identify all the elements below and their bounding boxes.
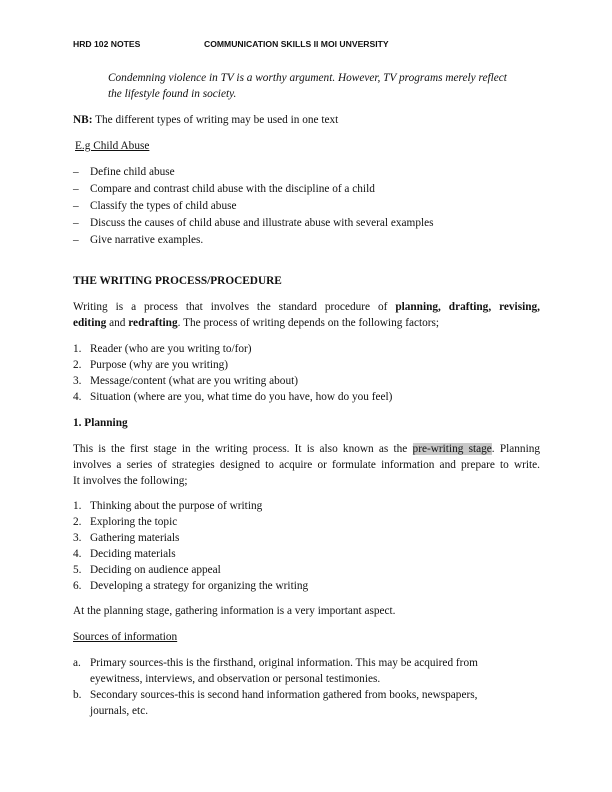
list-marker: 2. — [73, 516, 82, 528]
quote-line: the lifestyle found in society. — [108, 88, 237, 100]
planning-para-line: involves a series of strategies designed to acquire or formulate information and prepare to write. — [73, 459, 540, 471]
list-item — [73, 199, 237, 213]
list-item — [73, 390, 392, 404]
header-title: COMMUNICATION SKILLS II MOI UNVERSITY — [204, 39, 389, 49]
list-marker: a. — [73, 657, 81, 669]
list-marker: 4. — [73, 548, 82, 560]
sources-title: Sources of information — [73, 631, 178, 643]
list-item-text: Deciding on audience appeal — [90, 564, 221, 576]
list-marker: 1. — [73, 343, 82, 355]
intro-line — [73, 300, 540, 314]
list-marker: 3. — [73, 532, 82, 544]
nb-text: The different types of writing may be used in one text — [92, 114, 339, 126]
list-item-text: Situation (where are you, what time do you have, how do you feel) — [90, 391, 393, 403]
list-item-text: Primary sources-this is the firsthand, original information. This may be acquired from — [90, 657, 478, 669]
list-item-text: eyewitness, interviews, and observation or personal testimonies. — [90, 673, 381, 685]
list-item — [73, 216, 434, 230]
list-item-text: Give narrative examples. — [90, 234, 204, 246]
list-marker: 3. — [73, 375, 82, 387]
list-item-text: Compare and contrast child abuse with the discipline of a child — [90, 183, 375, 195]
header-course: HRD 102 NOTES — [73, 39, 141, 49]
planning-para-line: It involves the following; — [73, 475, 188, 487]
list-item-text: Gathering materials — [90, 532, 180, 544]
intro-text: Writing is a process that involves the standard procedure of — [73, 301, 396, 313]
list-item — [73, 579, 308, 593]
list-marker: – — [73, 234, 79, 246]
list-item-text: Discuss the causes of child abuse and illustrate abuse with several examples — [90, 217, 434, 229]
list-item — [73, 233, 203, 247]
list-item — [73, 182, 375, 196]
list-item-text: Reader (who are you writing to/for) — [90, 343, 252, 355]
list-marker: 6. — [73, 580, 82, 592]
list-item — [73, 358, 228, 372]
list-item — [73, 531, 179, 545]
example-title: E.g Child Abuse — [75, 140, 150, 152]
list-marker: b. — [73, 689, 82, 701]
list-marker: – — [73, 183, 79, 195]
list-item-text: Purpose (why are you writing) — [90, 359, 229, 371]
source-item-line — [73, 656, 478, 670]
list-marker: 2. — [73, 359, 82, 371]
planning-para-line — [73, 442, 540, 456]
nb-note — [73, 113, 338, 127]
list-marker: – — [73, 200, 79, 212]
planning-note: At the planning stage, gathering information is a very important aspect. — [73, 605, 396, 617]
intro-text: and — [106, 317, 129, 329]
list-item — [73, 374, 298, 388]
list-item-text: Message/content (what are you writing about) — [90, 375, 298, 387]
list-marker: – — [73, 166, 79, 178]
list-item-text: Classify the types of child abuse — [90, 200, 237, 212]
source-item-line — [73, 688, 477, 702]
highlighted-term: pre-writing stage — [412, 443, 492, 455]
intro-text: . The process of writing depends on the following factors; — [177, 317, 440, 329]
list-item — [73, 547, 176, 561]
list-item-text: journals, etc. — [90, 705, 149, 717]
list-item — [73, 499, 262, 513]
source-item-line — [73, 704, 148, 718]
list-item-text: Thinking about the purpose of writing — [90, 500, 263, 512]
list-item-text: Secondary sources-this is second hand information gathered from books, newspapers, — [90, 689, 478, 701]
list-marker: 1. — [73, 500, 82, 512]
list-item-text: Define child abuse — [90, 166, 175, 178]
source-item-line — [73, 672, 380, 686]
planning-text: This is the first stage in the writing process. It is also known as the — [73, 443, 413, 455]
intro-line — [73, 316, 439, 330]
list-marker: 4. — [73, 391, 82, 403]
list-item — [73, 165, 175, 179]
intro-bold: editing — [73, 317, 107, 329]
list-item — [73, 342, 252, 356]
list-item-text: Developing a strategy for organizing the writing — [90, 580, 309, 592]
nb-label: NB: — [73, 114, 93, 126]
list-item — [73, 563, 221, 577]
list-item-text: Deciding materials — [90, 548, 176, 560]
list-marker: 5. — [73, 564, 82, 576]
section-heading: THE WRITING PROCESS/PROCEDURE — [73, 275, 282, 287]
intro-bold: planning, drafting, revising, — [395, 301, 540, 313]
list-marker: – — [73, 217, 79, 229]
list-item-text: Exploring the topic — [90, 516, 178, 528]
list-item — [73, 515, 177, 529]
quote-line: Condemning violence in TV is a worthy argument. However, TV programs merely reflect — [108, 72, 507, 84]
planning-heading: 1. Planning — [73, 417, 128, 429]
intro-bold: redrafting — [128, 317, 178, 329]
planning-text: . Planning — [491, 443, 541, 455]
